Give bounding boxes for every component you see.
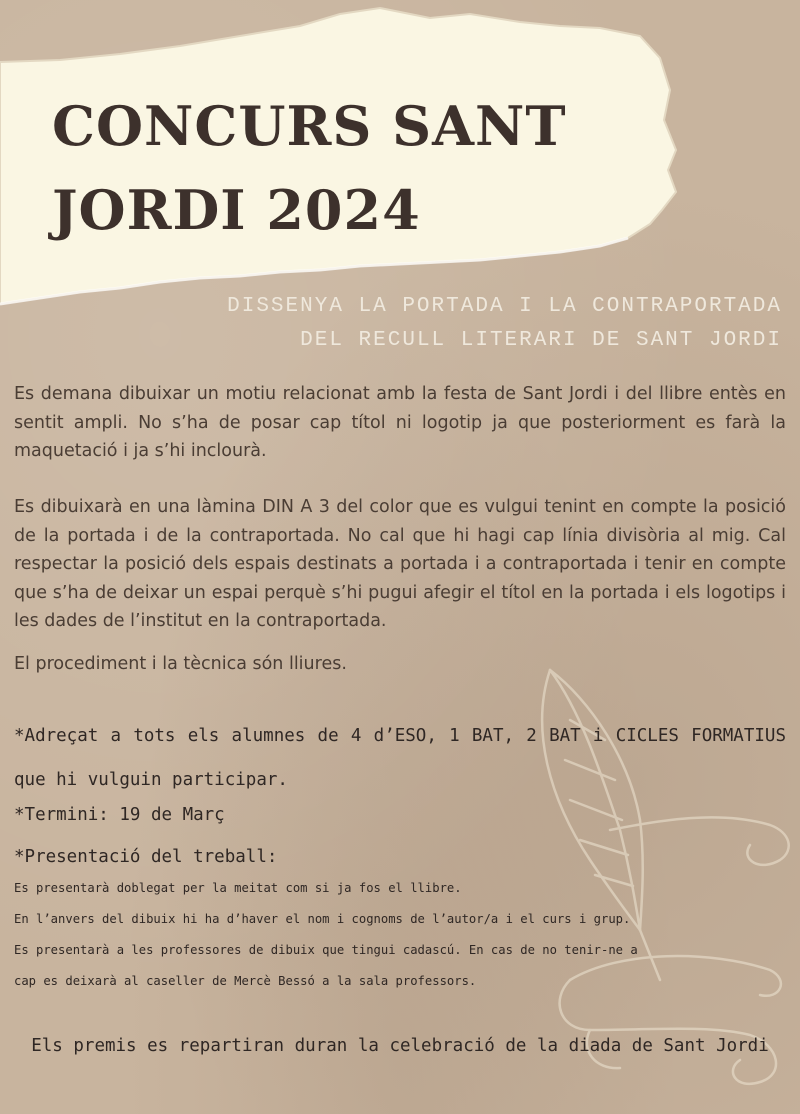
poster-title [52, 84, 572, 252]
presentation-item: cap es deixarà al caseller de Mercè Bessó a la sala professors. [14, 974, 477, 988]
poster-subtitle [227, 290, 782, 358]
subtitle-line-1: DISSENYA LA PORTADA I LA CONTRAPORTADA [227, 295, 782, 318]
presentation-item: Es presentarà doblegat per la meitat com si ja fos el llibre. [14, 881, 462, 895]
subtitle-line-2: DEL RECULL LITERARI DE SANT JORDI [300, 329, 782, 352]
title-line-1: CONCURS SANT [52, 94, 567, 158]
deadline: *Termini: 19 de Març [14, 805, 225, 825]
addressed-to: *Adreçat a tots els alumnes de 4 d’ESO, 1 BAT, 2 BAT i CICLES FORMATIUS que hi vulguin participar. [14, 726, 786, 790]
paragraph-technique: El procediment i la tècnica són lliures. [14, 654, 347, 674]
paragraph-format: Es dibuixarà en una làmina DIN A 3 del color que es vulgui tenint en compte la posició de la portada i de la contraportada. No cal que hi hagi cap línia divisòria al mig. Cal respectar la posició dels espais destinats a portada i a contraportada i tenir en compte que s’ha de deixar un espai perquè s’hi pugui afegir el títol en la portada i els logotips i les dades de l’institut en la contraportada. [14, 497, 786, 631]
paragraph-intro: Es demana dibuixar un motiu relacionat amb la festa de Sant Jordi i del llibre entès en sentit ampli. No s’ha de posar cap títol ni logotip ja que posteriorment es farà la maquetació i ja s’hi inclourà. [14, 384, 786, 461]
presentation-heading: *Presentació del treball: [14, 847, 278, 867]
presentation-item: Es presentarà a les professores de dibuix que tingui cadascú. En cas de no tenir-ne a [14, 943, 638, 957]
closing-note: Els premis es repartiran duran la celebració de la diada de Sant Jordi [31, 1036, 769, 1056]
presentation-item: En l’anvers del dibuix hi ha d’haver el nom i cognoms de l’autor/a i el curs i grup. [14, 912, 631, 926]
title-line-2: JORDI 2024 [52, 178, 421, 242]
